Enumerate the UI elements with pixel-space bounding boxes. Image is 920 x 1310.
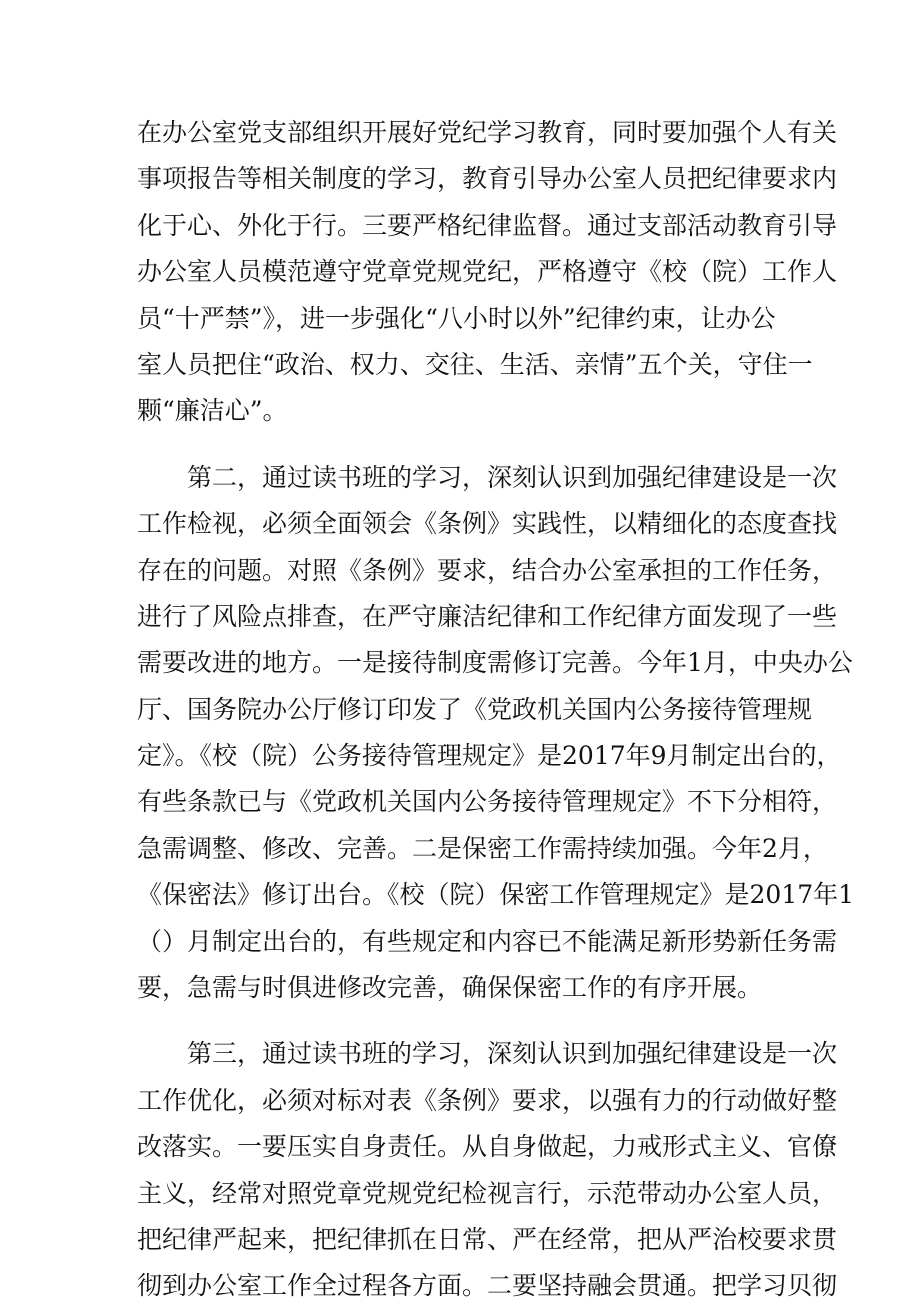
- text-line: 厅、国务院办公厅修订印发了《党政机关国内公务接待管理规: [137, 694, 813, 724]
- text-line: 第二，通过读书班的学习，深刻认识到加强纪律建设是一次: [137, 462, 838, 492]
- text-line: （）月制定出台的，有些规定和内容已不能满足新形势新任务需: [137, 926, 838, 956]
- text-line: 进行了风险点排查，在严守廉洁纪律和工作纪律方面发现了一些: [137, 601, 838, 631]
- text-line: 主义，经常对照党章党规党纪检视言行，示范带动办公室人员，: [137, 1178, 838, 1208]
- paragraph-2: [137, 455, 855, 1012]
- text-line: 《保密法》修订出台。《校（院）保密工作管理规定》是2017年1: [137, 880, 855, 910]
- text-line: 改落实。一要压实自身责任。从自身做起，力戒形式主义、官僚: [137, 1132, 838, 1162]
- text-line: 定》。《校（院）公务接待管理规定》是2017年9月制定出台的，: [137, 741, 842, 771]
- text-line: 要，急需与时俱进修改完善，确保保密工作的有序开展。: [137, 973, 763, 1003]
- text-line: 事项报告等相关制度的学习，教育引导办公室人员把纪律要求内: [137, 164, 838, 194]
- paragraph-spacer: [137, 435, 787, 455]
- text-line: 办公室人员模范遵守党章党规党纪，严格遵守《校（院）工作人: [137, 257, 838, 287]
- paragraph-spacer: [137, 1011, 787, 1031]
- text-line: 急需调整、修改、完善。二是保密工作需持续加强。今年2月，: [137, 833, 828, 863]
- paragraph-3: [137, 1031, 838, 1309]
- text-line: 有些条款已与《党政机关国内公务接待管理规定》不下分相符，: [137, 787, 838, 817]
- text-line: 室人员把住“政治、权力、交往、生活、亲情”五个关，守住一: [137, 349, 813, 379]
- paragraph-1: [137, 110, 838, 435]
- text-line: 在办公室党支部组织开展好党纪学习教育，同时要加强个人有关: [137, 118, 838, 147]
- text-line: 需要改进的地方。一是接待制度需修订完善。今年1月，中央办公: [137, 648, 853, 678]
- text-line: 第三，通过读书班的学习，深刻认识到加强纪律建设是一次: [137, 1039, 838, 1069]
- document-body: [137, 110, 855, 1310]
- text-line: 工作检视，必须全面领会《条例》实践性，以精细化的态度查找: [137, 509, 838, 539]
- text-line: 员“十严禁”》，进一步强化“八小时以外”纪律约束，让办公: [137, 303, 776, 333]
- text-line: 把纪律严起来，把纪律抓在日常、严在经常，把从严治校要求贯: [137, 1224, 838, 1254]
- text-line: 工作优化，必须对标对表《条例》要求，以强有力的行动做好整: [137, 1085, 838, 1115]
- text-line: 颗“廉洁心”。: [137, 396, 288, 426]
- text-line: 化于心、外化于行。三要严格纪律监督。通过支部活动教育引导: [137, 210, 838, 240]
- text-line: 彻到办公室工作全过程各方面。二要坚持融会贯通。把学习贝彻: [137, 1271, 838, 1301]
- text-line: 存在的问题。对照《条例》要求，结合办公室承担的工作任务，: [137, 555, 838, 585]
